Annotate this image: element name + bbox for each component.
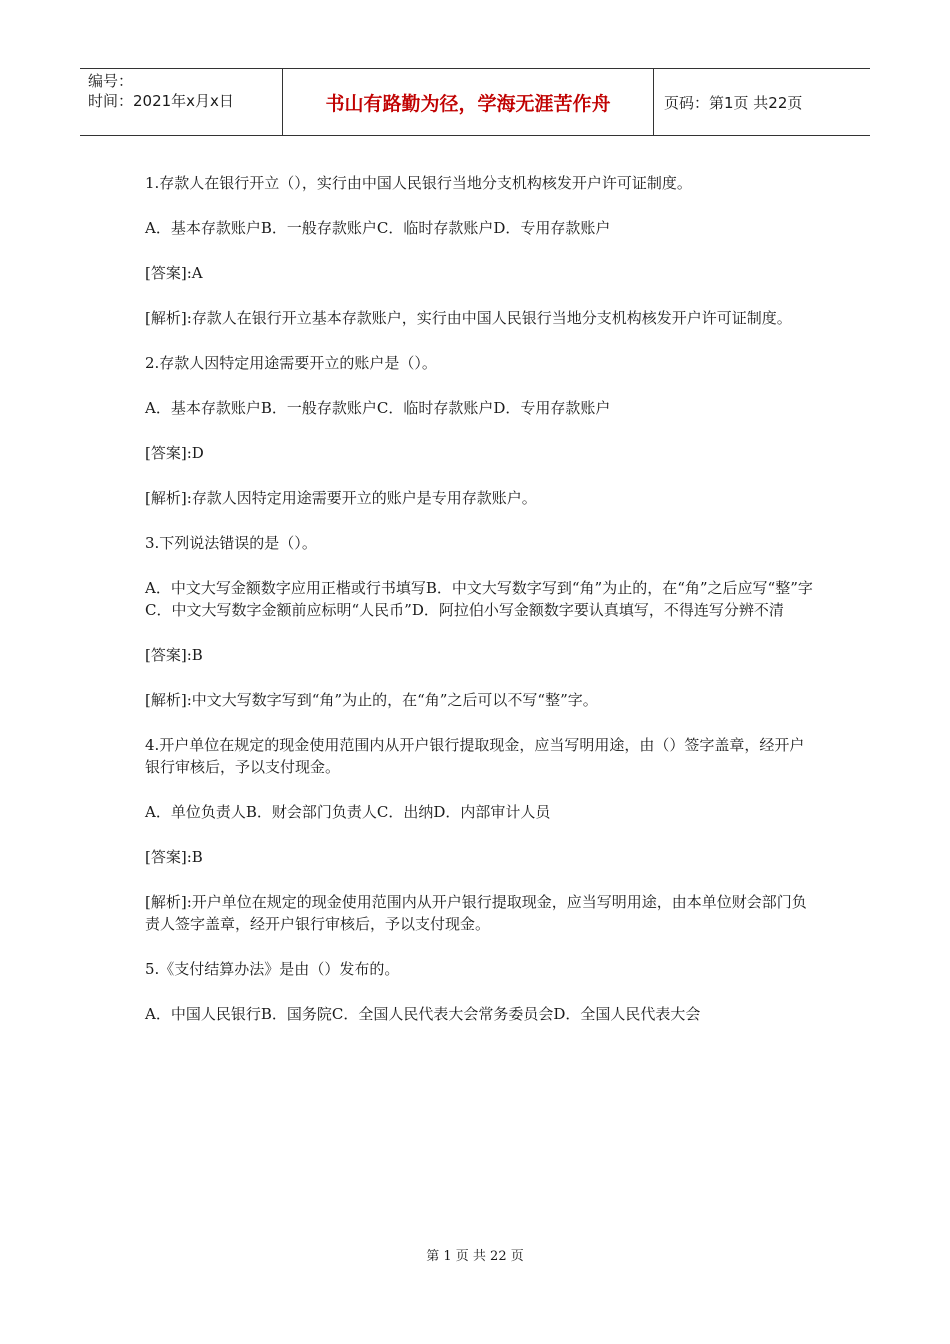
question-text: 1.存款人在银行开立（），实行由中国人民银行当地分支机构核发开户许可证制度。 (145, 174, 692, 192)
page-footer: 第 1 页 共 22 页 (426, 1249, 524, 1264)
number-label: 编号： (88, 72, 134, 90)
header-page-info: 页码：第1页 共22页 (664, 93, 803, 112)
question-answer: [答案]:B (145, 646, 203, 664)
question-analysis: [解析]:中文大写数字写到“角”为止的，在“角”之后可以不写“整”字。 (145, 691, 598, 709)
question-analysis: [解析]:存款人因特定用途需要开立的账户是专用存款账户。 (145, 489, 537, 507)
question-text: 3.下列说法错误的是（）。 (145, 534, 317, 552)
question-text: 2.存款人因特定用途需要开立的账户是（）。 (145, 354, 437, 372)
time-label: 时间：2021年x月x日 (88, 92, 234, 110)
question-answer: [答案]:D (145, 444, 204, 462)
question-options: A．单位负责人B．财会部门负责人C．出纳D．内部审计人员 (145, 803, 551, 821)
question-answer: [答案]:B (145, 848, 203, 866)
question-options: A．基本存款账户B．一般存款账户C．临时存款账户D．专用存款账户 (145, 219, 611, 237)
header-meta (80, 69, 282, 135)
question-text: 5.《支付结算办法》是由（）发布的。 (145, 960, 400, 978)
question-analysis: [解析]:存款人在银行开立基本存款账户，实行由中国人民银行当地分支机构核发开户许可证制度。 (145, 309, 792, 327)
question-text: 4.开户单位在规定的现金使用范围内从开户银行提取现金，应当写明用途，由（）签字盖章，经开户银行审核后，予以支付现金。 (145, 736, 805, 776)
question-options: A．基本存款账户B．一般存款账户C．临时存款账户D．专用存款账户 (145, 399, 611, 417)
question-options: A．中文大写金额数字应用正楷或行书填写B．中文大写数字写到“角”为止的，在“角”之后应写“整”字C．中文大写数字金额前应标明“人民币”D．阿拉伯小写金额数字要认真填写，不得连写分辨不清 (145, 579, 813, 619)
page-header (80, 68, 870, 136)
question-options: A．中国人民银行B．国务院C．全国人民代表大会常务委员会D．全国人民代表大会 (145, 1005, 701, 1023)
question-analysis: [解析]:开户单位在规定的现金使用范围内从开户银行提取现金，应当写明用途，由本单位财会部门负责人签字盖章，经开户银行审核后，予以支付现金。 (145, 893, 807, 933)
document-body (145, 172, 813, 1048)
header-motto: 书山有路勤为径，学海无涯苦作舟 (282, 69, 654, 135)
question-answer: [答案]:A (145, 264, 203, 282)
